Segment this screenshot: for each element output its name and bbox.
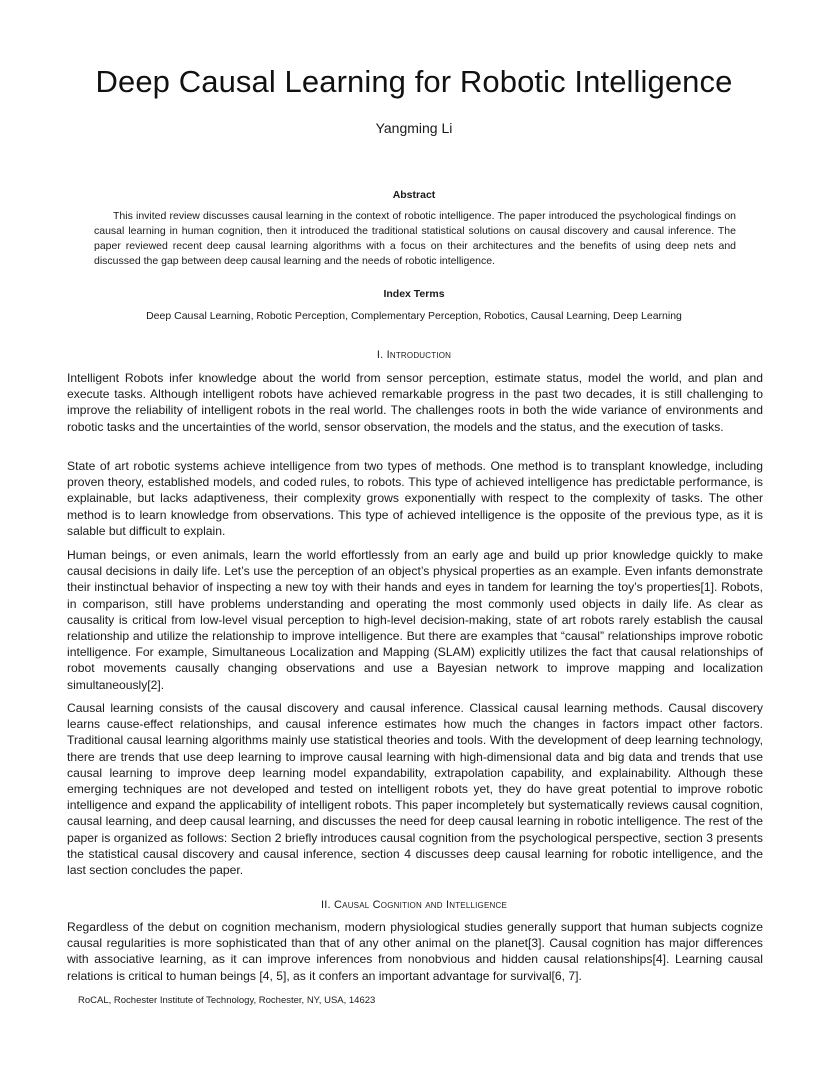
intro-paragraph-4: Causal learning consists of the causal discovery and causal inference. Classical causal learning methods. Causal discovery learns cause-effect relationships, and causal inference estimates how much the changes in factors impact other factors. Traditional causal learning algorithms mainly use statistical theories and tools. With the development of deep learning technology, there are trends that use deep learning to improve causal learning with high-dimensional data and big data and trends that use causal learning to improve deep learning model expandability, extrapolation capability, and explainability. Although these emerging techniques are not developed and tested on intelligent robots yet, they do have great potential to improve robotic intelligence and expand the applicability of intelligent robots. This paper incompletely but systematically reviews causal cognition, causal learning, and deep causal learning, and discusses the need for deep causal learning in robotic intelligence. The rest of the paper is organized as follows: Section 2 briefly introduces causal cognition from the psychological perspective, section 3 presents the statistical causal discovery and causal inference, section 4 discusses deep causal learning for robotic intelligence, and the last section concludes the paper.	[67, 701, 763, 878]
intro-paragraph-3: Human beings, or even animals, learn the world effortlessly from an early age and build up prior knowledge quickly to make causal decisions in daily life. Let’s use the perception of an object’s physical properties as an example. Even infants demonstrate their instinctual behavior of inspecting a new toy with their hands and eyes in tandem for learning the toy’s properties[1]. Robots, in comparison, still have problems understanding and operating the most commonly used objects in daily life. As clear as causality is critical from low-level visual perception to high-level decision-making, state of art robots rarely establish the causal relationship and utilize the relationship to improve intelligence. But there are examples that “causal” relationships improve robotic intelligence. For example, Simultaneous Localization and Mapping (SLAM) explicitly utilizes the fact that causal relationships of robot movements causally changing observations and use a Bayesian network to improve mapping and localization simultaneously[2].	[67, 548, 763, 692]
paper-title: Deep Causal Learning for Robotic Intelligence	[95, 64, 733, 99]
author-name: Yangming Li	[375, 120, 453, 136]
abstract-heading: Abstract	[392, 189, 436, 201]
index-terms-text: Deep Causal Learning, Robotic Perception, Complementary Perception, Robotics, Causal Learning, Deep Learning	[146, 310, 682, 322]
intro-paragraph-2: State of art robotic systems achieve intelligence from two types of methods. One method is to transplant knowledge, including proven theory, established models, and coded rules, to robots. This type of achieved intelligence has predictable performance, is explainable, but lacks adaptiveness, their complexity grows exponentially with respect to the complexity of tasks. The other method is to learn knowledge from observations. This type of achieved intelligence is the opposite of the previous type, as it is salable but difficult to explain.	[67, 459, 763, 538]
section-heading-causal-cognition: II. Causal Cognition and Intelligence	[321, 899, 507, 911]
section-heading-introduction: I. Introduction	[376, 349, 452, 361]
affiliation-footnote: RoCAL, Rochester Institute of Technology, Rochester, NY, USA, 14623	[78, 995, 376, 1006]
abstract-text: This invited review discusses causal learning in the context of robotic intelligence. The paper introduced the psychological findings on causal learning in human cognition, then it introduced the traditional statistical solutions on causal discovery and causal inference. The paper reviewed recent deep causal learning algorithms with a focus on their architectures and the benefits of using deep nets and discussed the gap between deep causal learning and the needs of robotic intelligence.	[94, 210, 736, 267]
index-terms-heading: Index Terms	[383, 288, 445, 300]
causal-cognition-paragraph-1: Regardless of the debut on cognition mechanism, modern physiological studies generally support that human subjects cognize causal regularities is more sophisticated than that of any other animal on the planet[3]. Causal cognition has major differences with associative learning, as it can improve inferences from nonobvious and hidden causal relationships[4]. Learning causal relations is critical to human beings [4, 5], as it confers an important advantage for survival[6, 7].	[67, 920, 763, 983]
intro-paragraph-1: Intelligent Robots infer knowledge about the world from sensor perception, estimate status, model the world, and plan and execute tasks. Although intelligent robots have achieved remarkable progress in the past two decades, it is still challenging to improve the reliability of intelligent robots in the real world. The challenges roots in both the wide variance of environments and robotic tasks and the uncertainties of the world, sensor observation, the models and the status, and the execution of tasks.	[67, 371, 763, 434]
